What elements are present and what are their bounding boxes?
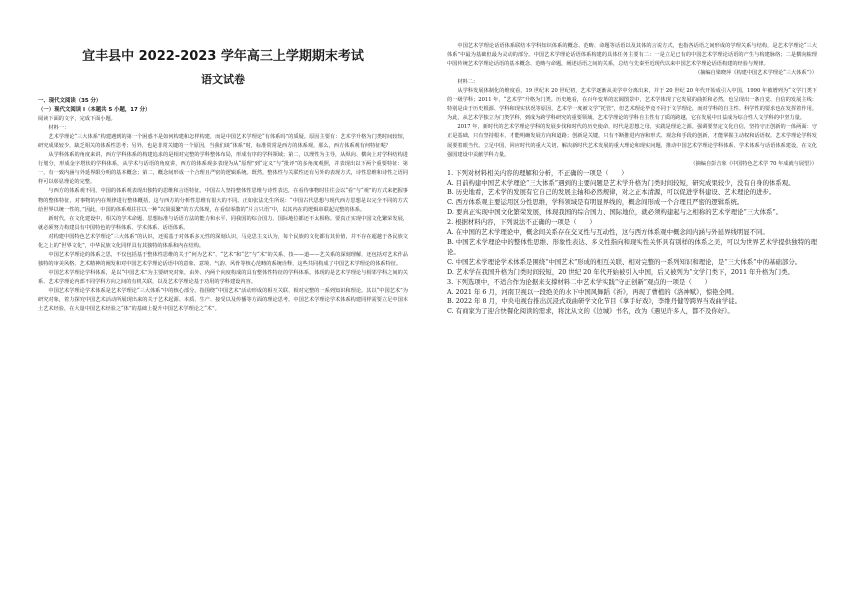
section-heading: 一、现代文阅读（35 分） [38,98,102,104]
answer-option: C. 中国艺术学理论学术体系是围绕“中国艺术”形成的相互关联、相对完整的一系列知识和理论，是“三大体系”中的基础部分。 [447,257,802,266]
answer-option: A. 2021 年 6 月，河南卫视以一段绝美的水下中国风舞蹈《祈》，再现了曹植的《洛神赋》，惊艳全网。 [447,287,738,296]
right-column [447,42,817,317]
paragraph: 与西方的体系观不同，中国的体系观表现出独特的思维和言语特征。中国古人坚持整体性思维与诗性表达，在看待事物时往往会以“看”与“观”的方式来把握事物的整体特征，对事物的内在规律进行整体概括，这与西方的分析性思维有很大的不同。正如张法先生所说：“中国古代思想与现代西方思想是以完全不同的方式给世界以统一性的。”因此，中国的体系观往往以一种“以简驭繁”的方式体现，在看似零散的“片言只语”中，以其内在的逻辑串联起完整的体系。 [38,188,408,213]
question-stem: 1. 下列对材料相关内容的理解和分析，不正确的一项是（ ） [447,168,628,177]
exam-subject: 语文试卷 [201,73,245,86]
answer-option: D. 要真正实现中国文化繁荣发展，体现我国的综合国力、国际地位，就必须构建起与之相称的艺术学理论“三大体系”。 [447,208,783,217]
answer-option: C. 有商家为了迎合快餐化阅读的需求，将沈从文的《边城》书名，改为《遇见许多人，都不及你好》。 [447,307,734,316]
paragraph: 从学科发展体制化的维度看，19 世纪末 20 世纪初，艺术学逐渐从美学中分离出来，并于 20 世纪 20 年代开始成引入中国，1990 年被增列为“文学门类下的一级学科；2011 年，“艺术学”升格为门类。历史地看，在百年变革的宏阔图景中，艺术学体现了它发展的曲折和必然，也呈现出一条自觉、自信的发展主线：特别是由于历史根源、学科和现实状况等原因，艺术学一度被文学“托管”，但艺术理论毕竟不同于文学理论，而对学科的自主性、科学性的要求也在发挥着作用。为此，从艺术学独立为门类学科，到成为跨学科研究的重要领域，艺术学理论的学科自主性有了质的跨越，它在发展中日益成为综合性人文学科的中坚力量。 [447,88,817,122]
paragraph: 艺术学理论“三大体系”构建遇到的第一个困惑不是如何构建和怎样构建，而是中国艺术学理论“有体系吗”的质疑。原因主要有：艺术学升格为门类时间较短，研究成果较少，缺乏相关的体系性思考；另外，也是非常关键的一个原因，当我们谈“体系”时，标准常常是西方的体系观。那么，西方体系观有何特征呢？ [38,134,408,150]
question-stem: 2. 根据材料内容，下列说法不正确的一项是（ ） [447,218,596,227]
instruction-text: 阅读下面的文字，完成下面小题。 [38,116,116,123]
left-column [38,40,408,314]
paragraph: 从学科体系的角度来讲，西方学科体系的构建追求的是相对完整的学科整体布局，形成有序的学科领域；第二，以理性为主导，从纵向、横向上对学科结构进行划分，形成金字塔状的学科体系，从学术与话语的角度讲，西方的体系观多表现为从“原理”到“定义”与“批评”的多角度观照，并表现出以下两个重要特征：第一，有一致内涵与外延界限分明的基本概念；第二，概念间形成一个合理且严密的逻辑系统。既然，整体性与关联性还有另外的表现方式，诗性思维和诗性之语同样可以彰显理论的完整。 [38,152,408,186]
question-stem: 3. 下列选项中，不适合作为论据来支撑材料二中艺术学实践“守正创新”观点的一项是（ ） [447,277,711,286]
answer-option: D. 艺术学在我国升格为门类时间较短，20 世纪 20 年代开始被引入中国，后又被列为“文学门类下，2011 年升格为门类。 [447,267,794,276]
answer-option: A. 目前构建中国艺术学理论“三大体系”遇到的主要问题是艺术学升格为门类时间较短，研究成果较少，没有自身的体系观。 [447,178,795,187]
answer-option: B. 中国艺术学理论中的整体性思维、形象性表达、多义性指向和现实性关怀具有别样的体系之美，可以为世界艺术学提供独特的理论。 [447,238,817,256]
answer-option: C. 西方体系观主要运用区分性思维，学科领域是有明显界线的，概念间形成一个合理且严密的逻辑系统。 [447,198,744,207]
source-citation: （摘编自梁晓萍《构建中国艺术学理论“三大体系”》） [694,70,817,77]
paragraph: 中国艺术学理论话语体系联结本学科知识体系的概念、范畴、命题等话语以及其体的言说方式，也指各话语之间形成的学理关系与结构，是艺术学理论“三大体系”中最为基础但最为灵动的部分。中国艺术学理论话语体系构建的具体任务主要有二：一是立足已有的中国艺术学理论话语的产生与构建脉络；二是横向梳理中国传统艺术学理论话语的基本概念、范畴与命题，阐述话语之间的关系，总结与先秦至近现代以来中国艺术学理论话语构建的经验与规律。 [447,43,817,68]
exam-title: 宜丰县中 2022-2023 学年高三上学期期末考试 [82,49,364,64]
paragraph: 中国艺术学理论的体系之思，不仅包括基于整体性思维的关于“何为艺术”、“艺术”和“艺”与“术”的关系、技——道——艺关系的深刻理解，还包括对艺术作品独特的审美风格、艺术精神的阐发和对中国艺术学理论话语中的意象、意境、气韵、风骨等核心范畴的系统诠释，这些共同构成了中国艺术学理论的体系特征。 [38,251,408,267]
paragraph: 对构建中国特色艺术学理论“三大体系”的认识，还需基于对体系多元性的深刻认识，马克思主义认为，每个民族的文化都有其价值，并不存在超越于各民族文化之上的“世界文化”，中华民族文化同样具有其独特的体系和内在结构。 [38,233,408,249]
source-citation: （摘编自彭吉象《中国特色艺术学 70 年成就与展望》） [690,160,817,167]
material-label: 材料二： [457,79,479,86]
material-label: 材料一： [48,125,70,132]
subsection-heading: （一）现代文阅读 I（本题共 5 小题，17 分） [38,107,151,114]
paragraph: 2017 年，新时代的艺术学理论学科的发展步伐和时代的历史使命，时代是思想之母，实践是理论之源。强调要坚定文化自信，坚持守正创新的一体两面：守正是基础，只有坚持根本，才能明确发展方向和道路；创新是关键，只有不断推进内容和形式、观念和手段的创新，才能掌握主动权和话语权。艺术学理论学科发展要着眼当代、立足中国，回应时代的重大关切，解决新时代艺术发展的重大理论和现实问题，推动中国艺术学理论学科体系、学术体系与话语体系建设，在文化强国建设中贡献学科力量。 [447,124,817,158]
paragraph: 中国艺术学理论学术体系是艺术学理论“三大体系”中的核心部分，指围绕“中国艺术”活动形成的相互关联、相对完整的一系列知识和理论。其以“中国艺术”为研究对象，着力探究中国艺术活动所展现出来的关于艺术起源、本质、生产、接受以及传播等方面的理论思考。中国艺术学理论学术体系构建同样需要立足中国本土艺术经验，在大量中国艺术经验之“体”的基础上提升中国艺术学理论之“术”。 [38,287,408,313]
paragraph: 中国艺术学理论学科体系，是以“中国艺术”为主要研究对象，由外、内两个向度构成的具有整体性特征的学科体系。体现的是艺术学理论与相邻学科之间的关系、艺术学理论内部不同学科方向之间的有机关联，以及艺术学理论基于功用的学科建设内容。 [38,269,408,285]
answer-option: B. 历史地看，艺术学的发展有它自己的发展主轴和必然规律，对之正本清源，可以促进学科建设、艺术理论的进步。 [447,188,776,197]
paragraph: 新时代，在文化建设中，相关的学术命题、思想标准与话语方法的能力和水平，同我国的综合国力、国际地位都还不太相称。要真正实现中国文化繁荣发展，就必须努力构建具有中国特色的学科体系、学术体系、话语体系。 [38,215,408,231]
answer-option: B. 2022 年 8 月，中央电视台推出沉浸式戏曲研学文化节目《拿手好戏》，李维丹健等跨界当戏曲学徒。 [447,297,741,306]
answer-option: A. 在中国的艺术学理论中，概念间关系存在交叉性与互动性，这与西方体系观中概念间内涵与外延界线明显不同。 [447,228,769,237]
